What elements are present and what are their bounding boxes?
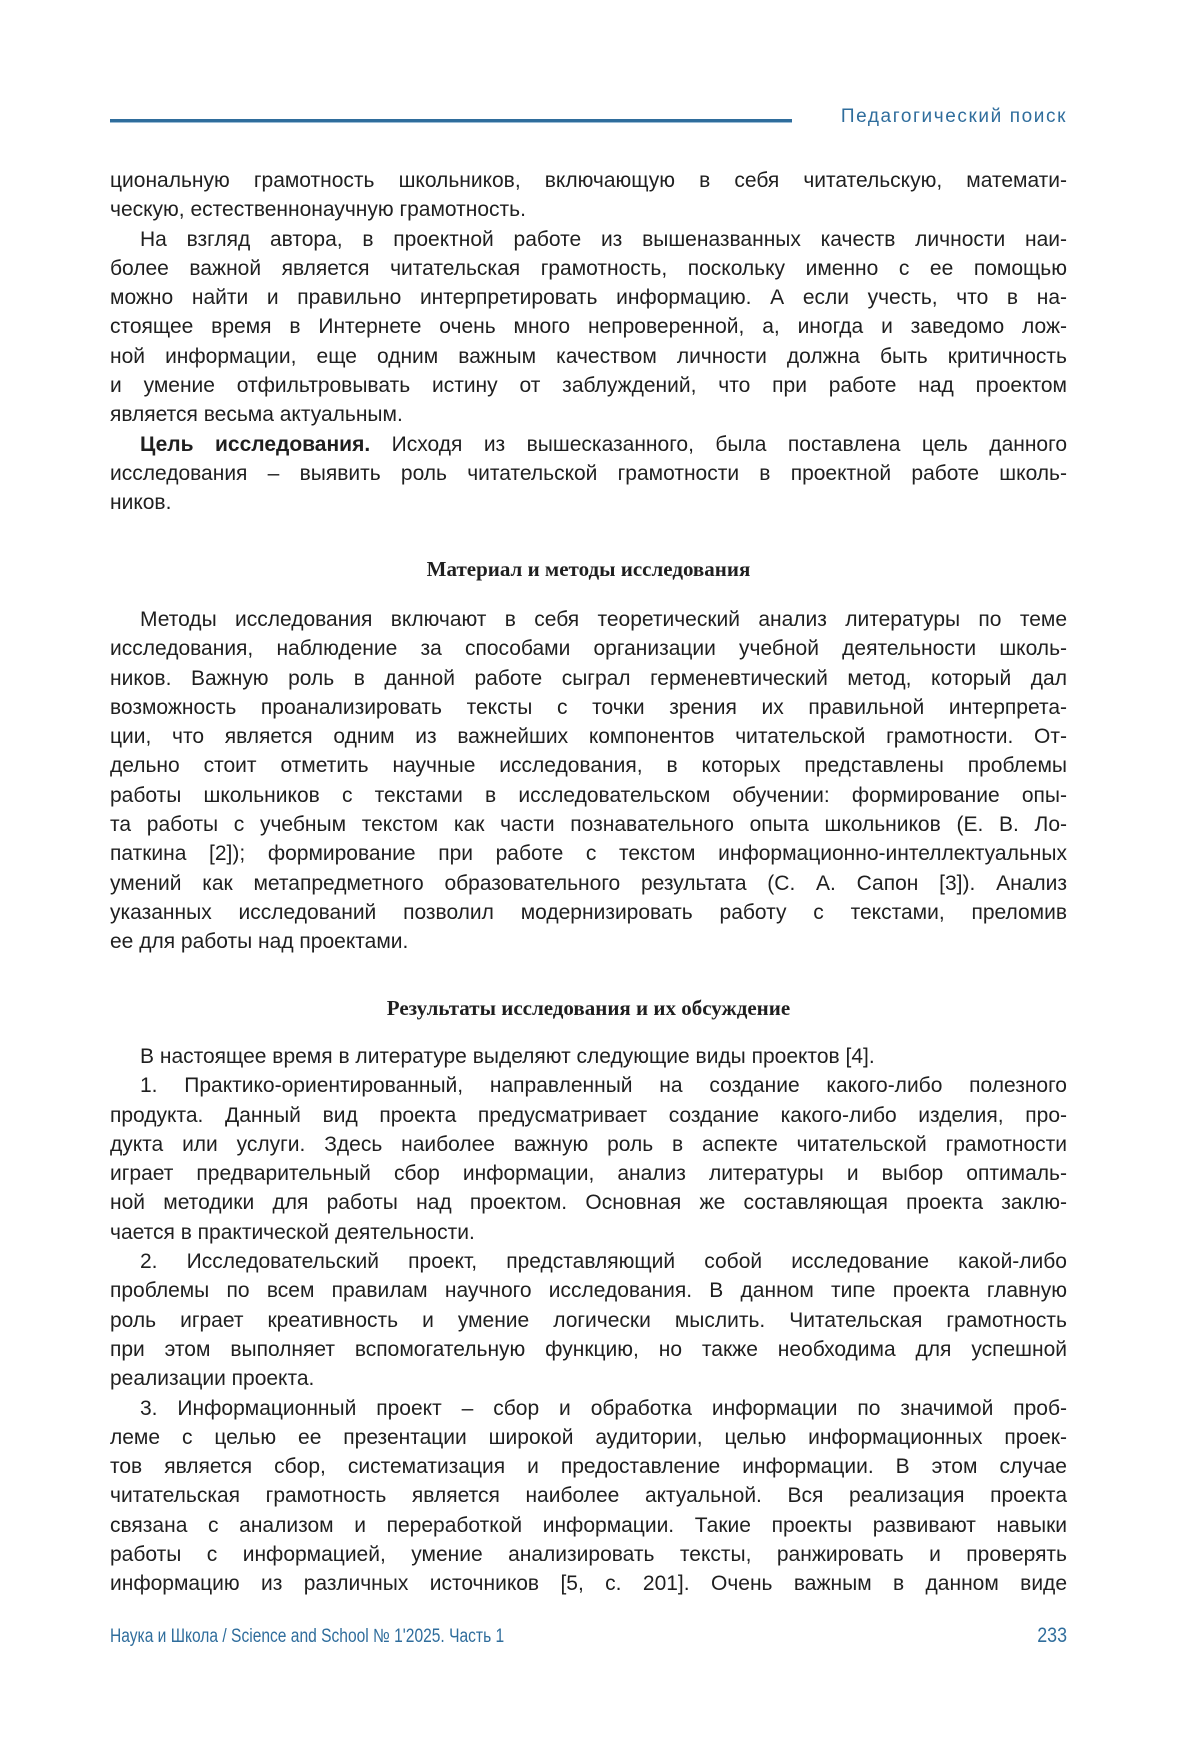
header-rule xyxy=(110,119,792,123)
running-header-title: Педагогический поиск xyxy=(841,106,1067,128)
text-run: Исходя из вышесказанного, была поставлена цель данного xyxy=(370,433,1067,456)
bold-lead: Цель исследования. xyxy=(140,433,370,456)
text-line: 1. Практико-ориентированный, направленный на создание какого-либо полезного xyxy=(110,1071,1067,1100)
text-line: та работы с учебным текстом как части познавательного опыта школьников (Е. В. Ло- xyxy=(110,810,1067,839)
text-line: Методы исследования включают в себя теоретический анализ литературы по теме xyxy=(110,605,1067,634)
paragraph xyxy=(110,1247,1067,1393)
text-line: 2. Исследовательский проект, представляющий собой исследование какой-либо xyxy=(110,1247,1067,1276)
paragraph xyxy=(110,605,1067,957)
text-line: ников. Важную роль в данной работе сыграл герменевтический метод, который дал xyxy=(110,664,1067,693)
text-line: В настоящее время в литературе выделяют следующие виды проектов [4]. xyxy=(110,1042,1067,1071)
text-line: паткина [2]); формирование при работе с текстом информационно-интеллектуальных xyxy=(110,839,1067,868)
text-line: На взгляд автора, в проектной работе из вышеназванных качеств личности наи- xyxy=(110,225,1067,254)
text-line: чается в практической деятельности. xyxy=(110,1218,1067,1247)
text-line: информацию из различных источников [5, с. 201]. Очень важным в данном виде xyxy=(110,1569,1067,1598)
text-line: реализации проекта. xyxy=(110,1364,1067,1393)
section-heading-methods: Материал и методы исследования xyxy=(110,557,1067,582)
text-line: является весьма актуальным. xyxy=(110,400,1067,429)
text-line: можно найти и правильно интерпретировать информацию. А если учесть, что в на- xyxy=(110,283,1067,312)
text-line: ников. xyxy=(110,488,1067,517)
text-line: более важной является читательская грамотность, поскольку именно с ее помощью xyxy=(110,254,1067,283)
text-line: тов является сбор, систематизация и предоставление информации. В этом случае xyxy=(110,1452,1067,1481)
text-line: работы с информацией, умение анализировать тексты, ранжировать и проверять xyxy=(110,1540,1067,1569)
text-line: роль играет креативность и умение логически мыслить. Читательская грамотность xyxy=(110,1306,1067,1335)
paragraph xyxy=(110,166,1067,225)
text-line: ции, что является одним из важнейших компонентов читательской грамотности. От- xyxy=(110,722,1067,751)
text-line xyxy=(110,430,1067,459)
section-heading-results: Результаты исследования и их обсуждение xyxy=(110,996,1067,1021)
text-line: умений как метапредметного образовательного результата (С. А. Сапон [3]). Анализ xyxy=(110,869,1067,898)
text-line: исследования, наблюдение за способами организации учебной деятельности школь- xyxy=(110,634,1067,663)
text-line: проблемы по всем правилам научного исследования. В данном типе проекта главную xyxy=(110,1276,1067,1305)
text-line: читательская грамотность является наиболее актуальной. Вся реализация проекта xyxy=(110,1481,1067,1510)
text-line: исследования – выявить роль читательской грамотности в проектной работе школь- xyxy=(110,459,1067,488)
text-line: ной методики для работы над проектом. Основная же составляющая проекта заклю- xyxy=(110,1188,1067,1217)
text-line: леме с целью ее презентации широкой аудитории, целью информационных проек- xyxy=(110,1423,1067,1452)
text-line: связана с анализом и переработкой информации. Такие проекты развивают навыки xyxy=(110,1511,1067,1540)
text-line: дельно стоит отметить научные исследования, в которых представлены проблемы xyxy=(110,751,1067,780)
text-line: играет предварительный сбор информации, анализ литературы и выбор оптималь- xyxy=(110,1159,1067,1188)
text-line: циональную грамотность школьников, включающую в себя читательскую, математи- xyxy=(110,166,1067,195)
text-line: 3. Информационный проект – сбор и обработка информации по значимой проб- xyxy=(110,1394,1067,1423)
results-text-block xyxy=(110,1042,1067,1599)
text-line: ной информации, еще одним важным качеством личности должна быть критичность xyxy=(110,342,1067,371)
text-line: работы школьников с текстами в исследовательском обучении: формирование опы- xyxy=(110,781,1067,810)
paragraph xyxy=(110,1394,1067,1599)
paragraph xyxy=(110,225,1067,430)
text-line: стоящее время в Интернете очень много непроверенной, а, иногда и заведомо лож- xyxy=(110,312,1067,341)
methods-text-block xyxy=(110,605,1067,957)
text-line: и умение отфильтровывать истину от заблуждений, что при работе над проектом xyxy=(110,371,1067,400)
text-line: ее для работы над проектами. xyxy=(110,927,1067,956)
text-line: указанных исследований позволил модернизировать работу с текстами, преломив xyxy=(110,898,1067,927)
text-line: дукта или услуги. Здесь наиболее важную роль в аспекте читательской грамотности xyxy=(110,1130,1067,1159)
text-line: при этом выполняет вспомогательную функцию, но также необходима для успешной xyxy=(110,1335,1067,1364)
text-line: возможность проанализировать тексты с точки зрения их правильной интерпрета- xyxy=(110,693,1067,722)
intro-text-block xyxy=(110,166,1067,518)
page-number: 233 xyxy=(1037,1624,1067,1648)
text-line: ческую, естественнонаучную грамотность. xyxy=(110,195,1067,224)
paragraph xyxy=(110,1071,1067,1247)
paragraph xyxy=(110,430,1067,518)
footer-journal: Наука и Школа / Science and School № 1'2025. Часть 1 xyxy=(110,1626,504,1648)
text-line: продукта. Данный вид проекта предусматривает создание какого-либо изделия, про- xyxy=(110,1101,1067,1130)
paragraph xyxy=(110,1042,1067,1071)
